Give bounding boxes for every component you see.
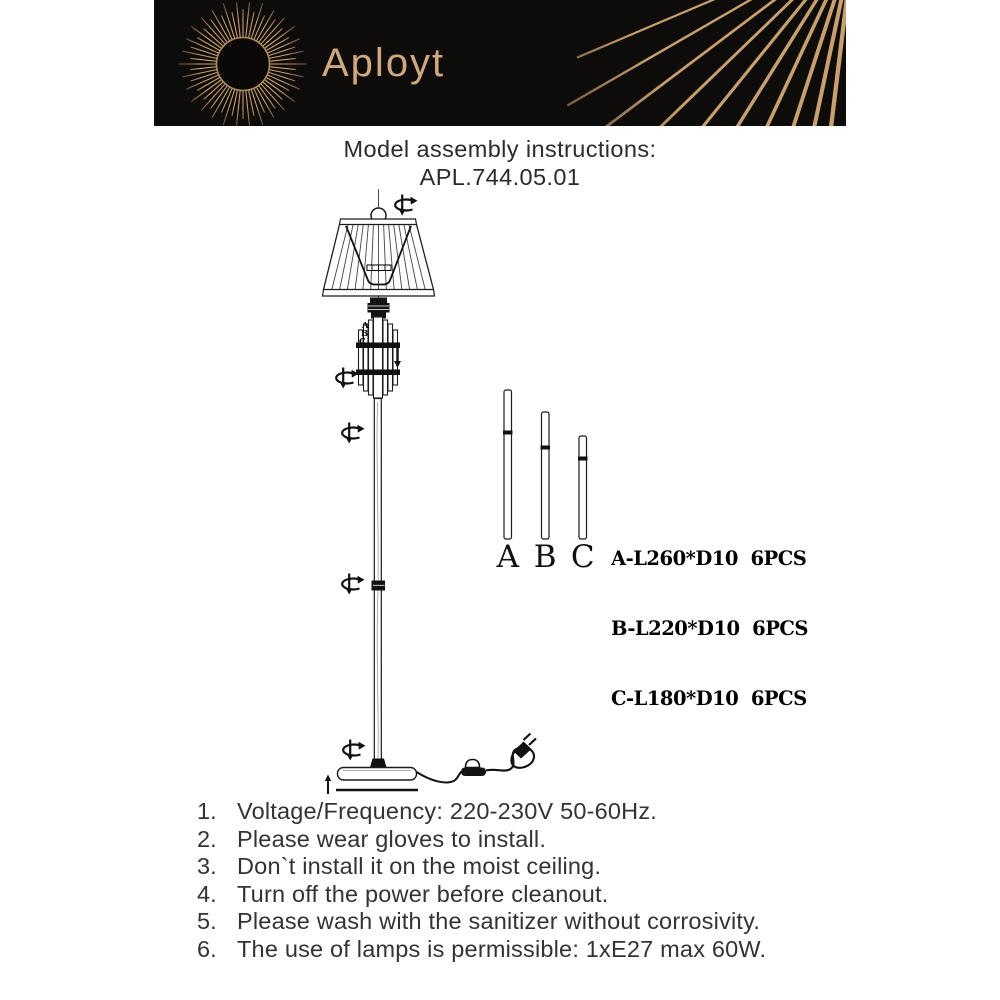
parts-spec-line-b: B-L220*D10 6PCS (611, 617, 809, 641)
rotation-arrow-cluster (336, 368, 358, 389)
instruction-number: 5. (197, 908, 217, 935)
instruction-number: 6. (197, 935, 217, 962)
cluster-label-a: A (362, 321, 369, 331)
instruction-item (197, 881, 877, 909)
instruction-text: Don`t install it on the moist ceiling. (237, 853, 602, 880)
instructions-list (197, 798, 877, 964)
parts-rod-c (578, 436, 588, 539)
brand-wordmark: Aployt (322, 41, 446, 85)
instruction-text: Turn off the power before cleanout. (237, 880, 609, 907)
lamp-base (338, 768, 417, 781)
instruction-number: 3. (197, 853, 217, 880)
instruction-text: Please wear gloves to install. (237, 825, 547, 852)
instruction-item (197, 798, 877, 826)
cluster-label-b: B (361, 329, 369, 339)
parts-spec-line-a: A-L260*D10 6PCS (611, 547, 807, 571)
instruction-text: Please wash with the sanitizer without corrosivity. (237, 908, 761, 935)
parts-spec-line-c: C-L180*D10 6PCS (611, 686, 807, 710)
rotation-arrow-base (343, 740, 365, 761)
parts-rod-b (541, 412, 551, 539)
instruction-number: 4. (197, 880, 217, 907)
cluster-clamp-bottom (356, 370, 400, 376)
rod-label-c: C (570, 539, 595, 575)
rotation-arrow-pole-lower (342, 574, 364, 595)
instruction-item (197, 853, 877, 881)
page-title: Model assembly instructions: (343, 136, 657, 162)
power-plug-icon (514, 734, 537, 759)
instruction-number: 2. (197, 825, 217, 852)
rod-label-a: A (496, 539, 519, 575)
rod-label-b: B (533, 539, 557, 575)
cord-switch (461, 760, 486, 777)
model-number: APL.744.05.01 (419, 164, 581, 190)
lampshade (323, 219, 435, 296)
parts-rod-a (503, 390, 513, 539)
instruction-number: 1. (197, 798, 217, 824)
power-cord (417, 771, 464, 783)
rotation-arrow-bulb (395, 195, 417, 216)
lamp-socket (368, 298, 390, 319)
parts-spec-list (611, 501, 808, 756)
instruction-item (197, 908, 877, 936)
instruction-text: Voltage/Frequency: 220-230V 50-60Hz. (237, 798, 658, 824)
base-connector (370, 759, 387, 768)
instruction-item (197, 936, 877, 964)
up-arrow-icon (325, 775, 331, 795)
instruction-item (197, 826, 877, 854)
cluster-label-c: C (359, 337, 366, 347)
rotation-arrow-pole-upper (342, 423, 364, 444)
pole-joint (372, 581, 386, 591)
instruction-text: The use of lamps is permissible: 1xE27 max 60W. (237, 935, 767, 962)
